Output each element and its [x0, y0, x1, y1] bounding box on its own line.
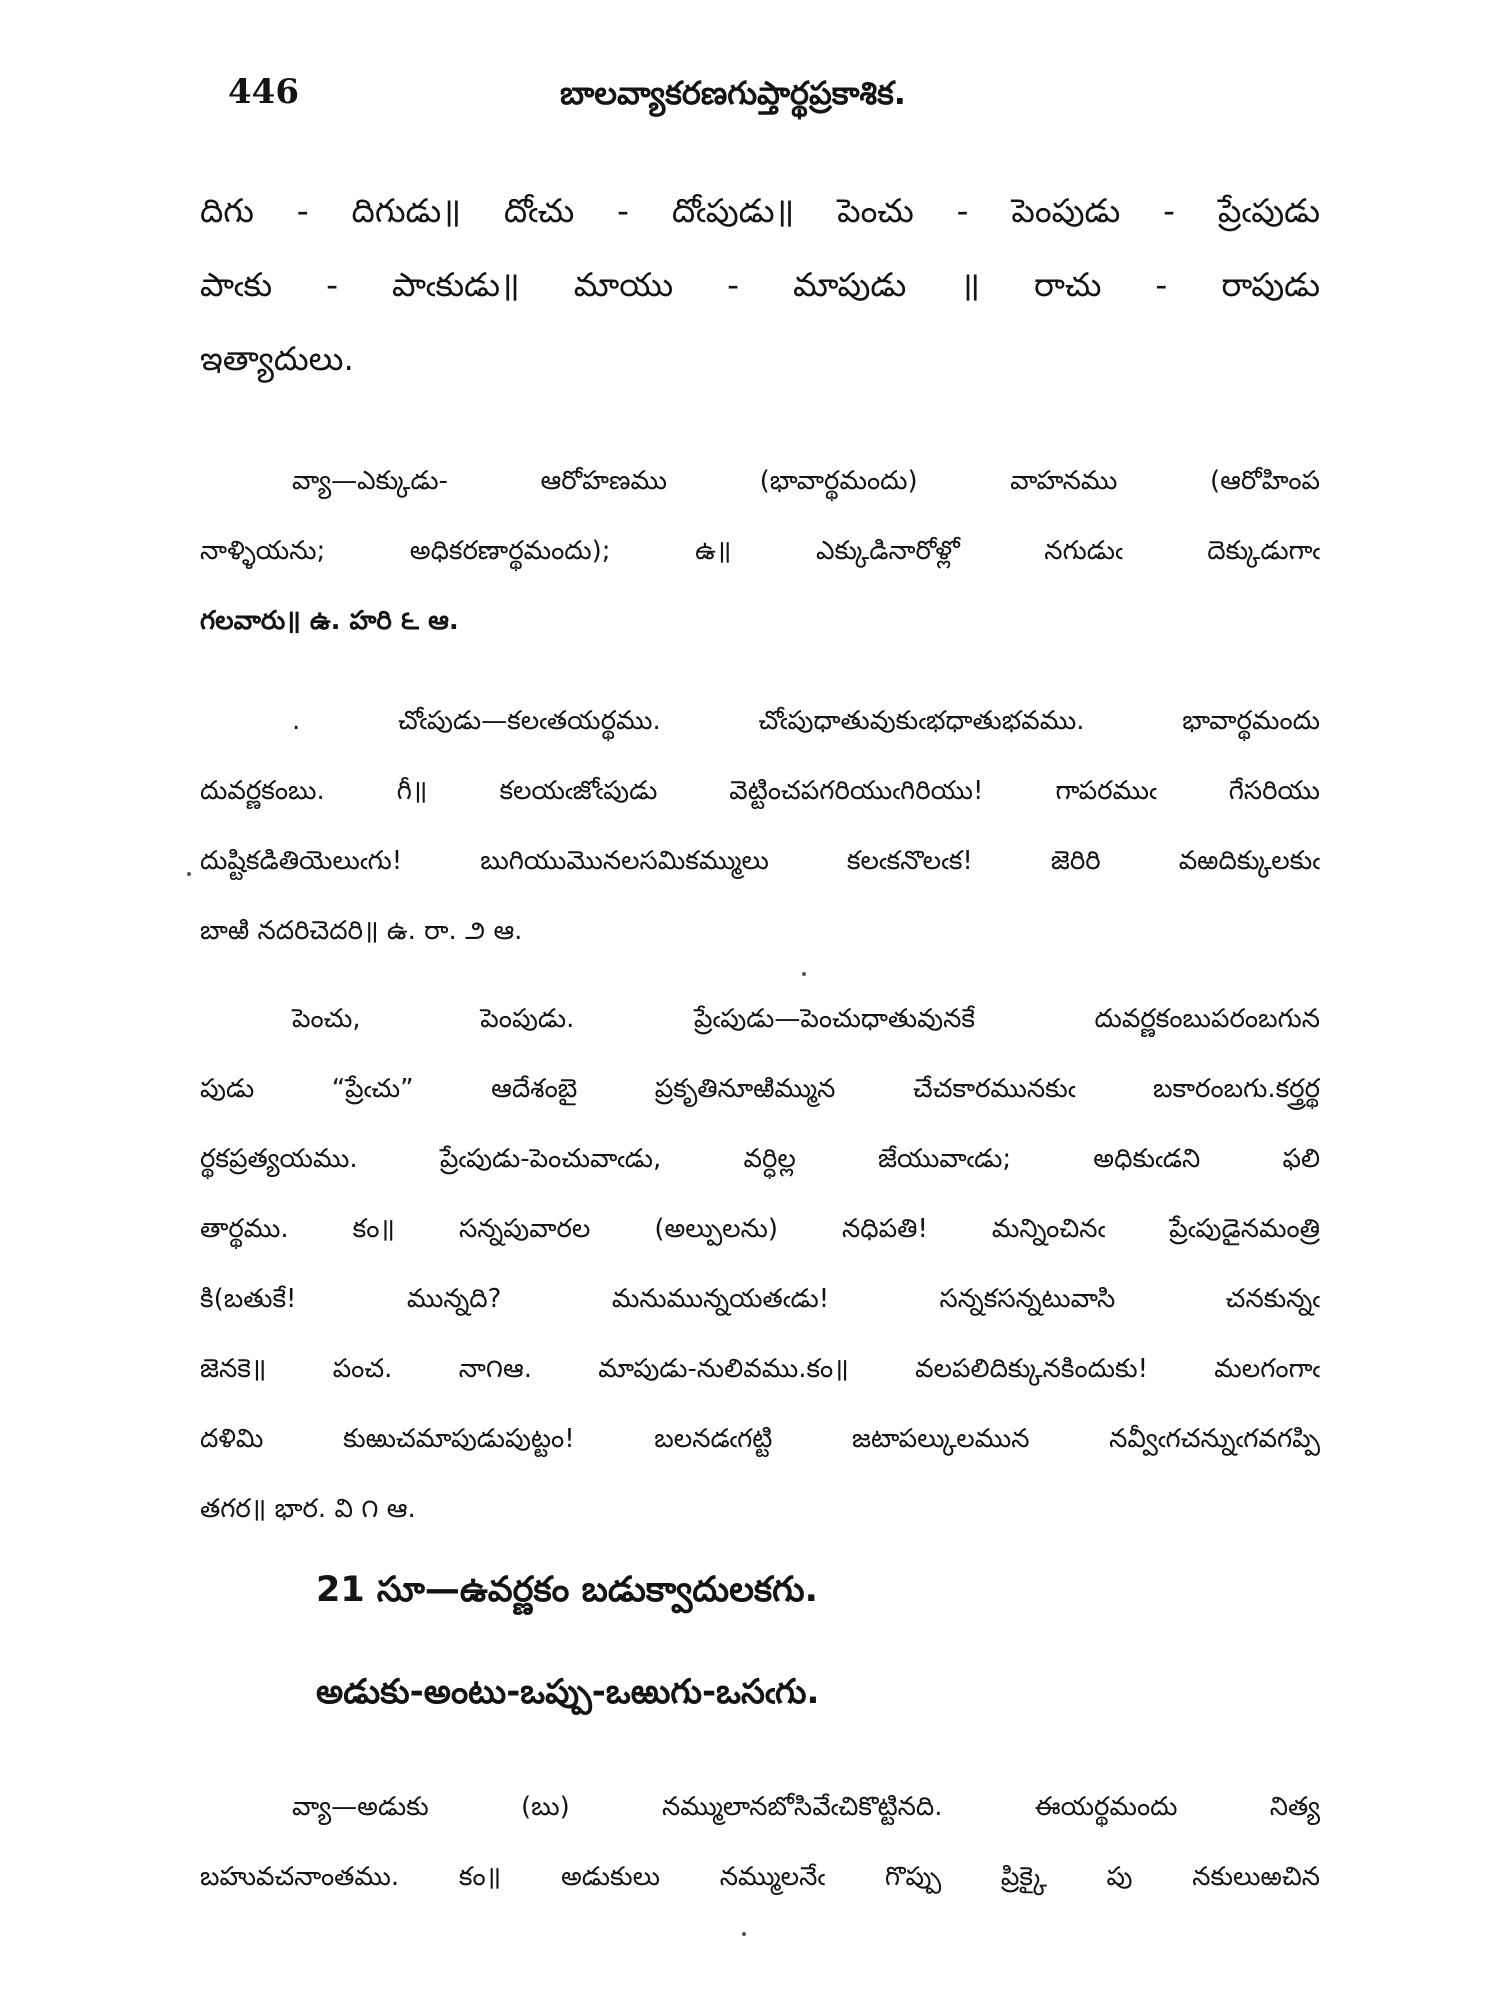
text-line: దిగు - దిగుడు॥ దోఁచు - దోఁపుడు॥ పెంచు - పెంపుడు - ప్రేఁపుడు — [200, 191, 1320, 230]
text-line: దుష్టికడితియెలుఁగు! బుగియుమొనలసమికమ్ములు కలఁకనొలఁక! జెరిరి వఱదిక్కులకుఁ — [200, 846, 1320, 876]
text-line: వ్యా—ఎక్కుడు- ఆరోహణము (భావార్థమందు) వాహనము (ఆరోహింప — [292, 466, 1320, 496]
text-line: ఇత్యాదులు. — [200, 339, 354, 378]
page-number: 446 — [228, 72, 299, 112]
sutra-heading: 21 సూ—ఉవర్ణకం బడుక్వాదులకగు. — [316, 1570, 818, 1610]
paragraph-word-forms — [200, 174, 1320, 396]
text-line: పెంచు, పెంపుడు. ప్రేఁపుడు—పెంచుధాతువునకే దువర్ణకంబుపరంబగున — [292, 1004, 1320, 1034]
text-line: బహువచనాంతము. కం॥ అడుకులు నమ్ములనేఁ గొప్పు ప్రిక్కై పు నకులుఱచిన — [200, 1862, 1320, 1892]
text-line: పాఁకు - పాఁకుడు॥ మాయు - మాపుడు ॥ రాచు - రాపుడు — [200, 265, 1320, 304]
text-line: తార్థము. కం॥ సన్నపువారల (అల్పులను) నధిపతి! మన్నించినఁ ప్రేఁపుడైనమంత్రి — [200, 1214, 1320, 1244]
paragraph-commentary-ekkudu — [200, 446, 1320, 656]
paragraph-commentary-chopudu — [200, 686, 1320, 966]
print-speck — [742, 1932, 746, 1936]
text-line: గలవారు॥ ఉ. హరి ౬ ఆ. — [200, 606, 459, 636]
print-speck — [802, 972, 806, 976]
paragraph-commentary-aduku — [200, 1772, 1320, 1912]
running-title: బాలవ్యాకరణగుప్తార్థప్రకాశిక. — [560, 74, 906, 112]
text-line: దువర్ణకంబు. గీ॥ కలయఁజోఁపుడు వెట్టించపగరియుఁగిరియు! గాపరముఁ గేసరియు — [200, 776, 1320, 806]
paragraph-commentary-prepudu — [200, 984, 1320, 1544]
text-line: దళిమి కుఱుచమాపుడుపుట్టం! బలనడఁగట్టి జటాపల్కులమున నవ్వీఁగచన్నుఁగవగప్పి — [200, 1424, 1320, 1454]
text-line: వ్యా—అడుకు (బు) నమ్ములానబోసివేఁచికొట్టినది. ఈయర్థమందు నిత్య — [292, 1792, 1320, 1822]
text-line: తగర॥ భార. వి ౧ ఆ. — [200, 1494, 416, 1524]
print-speck — [187, 872, 191, 876]
page-header — [220, 72, 1330, 132]
text-line: . చోఁపుడు—కలఁతయర్థము. చోఁపుధాతువుకుఁభధాతుభవము. భావార్థమందు — [292, 706, 1320, 736]
text-line: నాళ్ళియను; అధికరణార్థమందు); ఉ॥ ఎక్కుడినారోళ్లో నగుడుఁ దెక్కుడుగాఁ — [200, 536, 1320, 566]
text-line: జెనకె॥ పంచ. నా౧ఆ. మాపుడు-నులివము.కం॥ వలపలిదిక్కునకిందుకు! మలగంగాఁ — [200, 1354, 1320, 1384]
text-line: ర్థకప్రత్యయము. ప్రేఁపుడు-పెంచువాఁడు, వర్ధిల్ల జేయువాఁడు; అధికుఁడని ఫలి — [200, 1144, 1320, 1174]
text-line: బాఱి నదరిచెదరి॥ ఉ. రా. ౨ ఆ. — [200, 916, 523, 946]
sutra-examples: అడుకు-అంటు-ఒప్పు-ఒఱుగు-ఒసఁగు. — [316, 1672, 820, 1712]
text-line: పుడు “ప్రేఁచు” ఆదేశంబై ప్రకృతినూఱిమ్మున చేచకారమునకుఁ బకారంబగు.కర్త్రర్థ — [200, 1074, 1320, 1104]
text-line: కి(బతుకే! మున్నది? మనుమున్నయతఁడు! సన్నకసన్నటువాసి చనకున్నఁ — [200, 1284, 1320, 1314]
